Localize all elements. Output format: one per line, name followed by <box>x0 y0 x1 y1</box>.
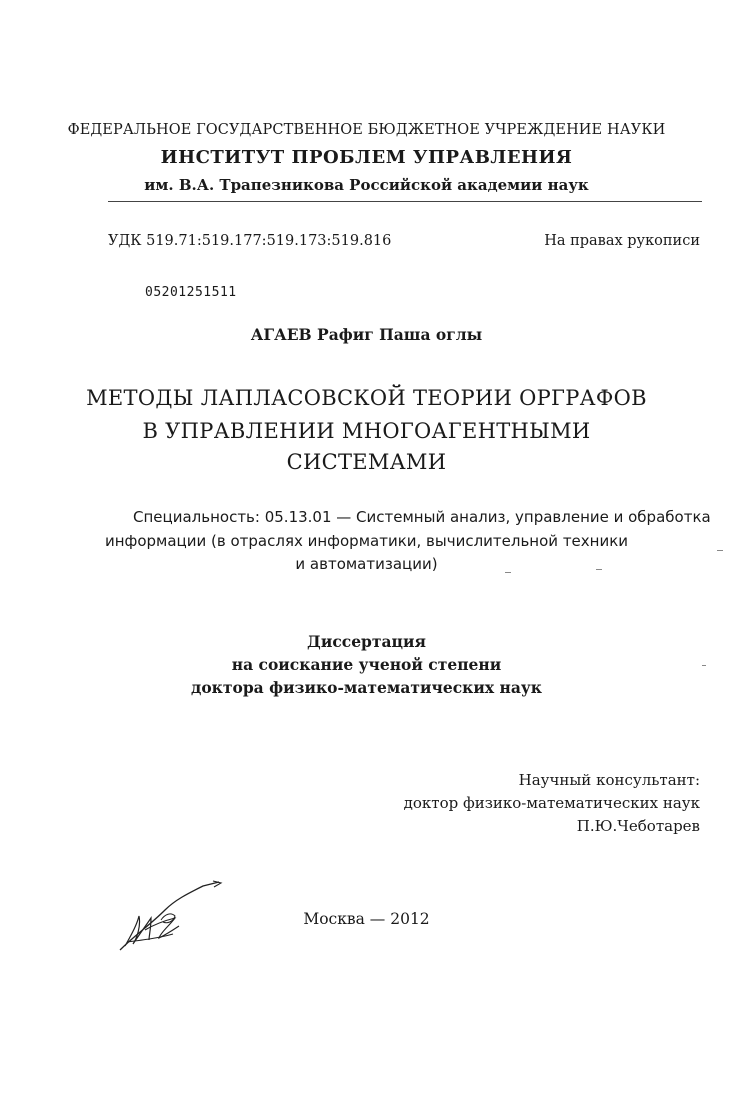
dissertation-label: Диссертация <box>307 632 426 651</box>
specialty-line-1: Специальность: 05.13.01 — Системный анализ, управление и обработка <box>133 508 711 526</box>
advisor-role: Научный консультант: <box>518 771 700 789</box>
scan-speck <box>717 550 723 551</box>
organization-line-1: ФЕДЕРАЛЬНОЕ ГОСУДАРСТВЕННОЕ БЮДЖЕТНОЕ УЧРЕЖДЕНИЕ НАУКИ <box>67 122 666 138</box>
title-line-3: СИСТЕМАМИ <box>286 450 447 474</box>
udk-code: УДК 519.71:519.177:519.173:519.816 <box>108 233 392 249</box>
registry-number: 05201251511 <box>145 285 237 300</box>
title-line-2: В УПРАВЛЕНИИ МНОГОАГЕНТНЫМИ <box>142 419 591 443</box>
scan-speck <box>596 569 602 570</box>
organization-name: ИНСТИТУТ ПРОБЛЕМ УПРАВЛЕНИЯ <box>160 147 573 168</box>
specialty-line-2: информации (в отраслях информатики, вычислительной техники <box>104 532 629 550</box>
rights-notice: На правах рукописи <box>544 233 700 249</box>
header-divider <box>108 201 702 202</box>
title-line-1: МЕТОДЫ ЛАПЛАСОВСКОЙ ТЕОРИИ ОРГРАФОВ <box>86 386 647 410</box>
dissertation-degree-line-1: на соискание ученой степени <box>231 655 502 674</box>
advisor-degree: доктор физико-математических наук <box>403 794 700 812</box>
author-name: АГАЕВ Рафиг Паша оглы <box>250 325 483 344</box>
scan-speck <box>702 665 706 666</box>
advisor-name: П.Ю.Чеботарев <box>576 817 700 835</box>
handwritten-signature <box>115 880 225 955</box>
specialty-line-3: и автоматизации) <box>295 555 438 573</box>
dissertation-degree-line-2: доктора физико-математических наук <box>191 678 542 697</box>
organization-line-3: им. В.А. Трапезникова Российской академии наук <box>144 176 589 194</box>
scan-speck <box>505 572 511 573</box>
city-year: Москва — 2012 <box>303 910 430 928</box>
